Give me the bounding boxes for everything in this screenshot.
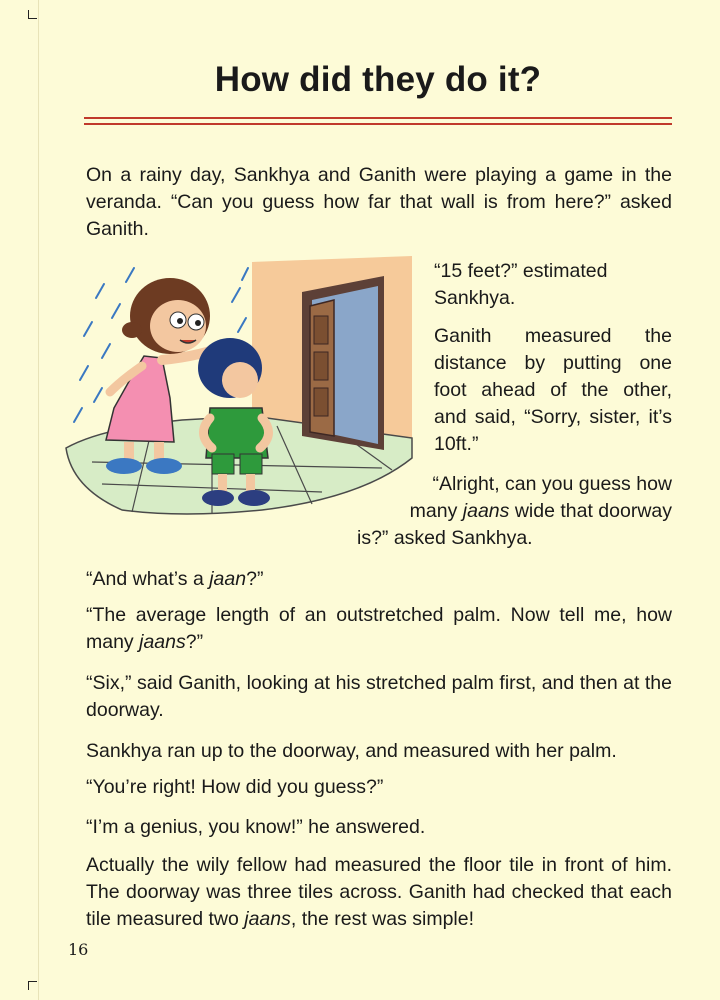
page-edge (38, 0, 39, 1000)
crop-mark-bottom (28, 981, 37, 990)
paragraph-wily-fellow: Actually the wily fellow had measured the floor tile in front of him. The doorway was three tiles across. Ganith had checked that each tile measured two jaans, the rest was simple! (86, 854, 672, 930)
paragraph-average-length: “The average length of an outstretched palm. Now tell me, how many jaans?” (86, 604, 672, 653)
jaan-term: jaan (209, 568, 247, 590)
paragraph-what-is-jaan: “And what’s a jaan?” (86, 568, 264, 590)
page-number: 16 (68, 940, 89, 959)
paragraph-ran-to-doorway: Sankhya ran up to the doorway, and measured with her palm. (86, 740, 617, 762)
doorway-question-line-2: many jaans wide that doorway (409, 500, 672, 522)
paragraph-youre-right: “You’re right! How did you guess?” (86, 776, 384, 798)
jaans-term: jaans (462, 500, 510, 522)
paragraph-rainy-day: On a rainy day, Sankhya and Ganith were playing a game in the veranda. “Can you guess how far that wall is from here?” asked Ganith. (86, 164, 672, 240)
crop-mark-top (28, 10, 37, 19)
paragraph-measured-distance: Ganith measured the distance by putting one foot ahead of the other, and said, “Sorry, sister, it’s 10ft.” (434, 325, 672, 455)
page-title: How did they do it? (214, 60, 542, 99)
doorway-question-line-3: is?” asked Sankhya. (357, 527, 533, 549)
title-rule-top (84, 117, 672, 119)
doorway-question-line-1: “Alright, can you guess how (432, 473, 672, 495)
paragraph-genius: “I’m a genius, you know!” he answered. (86, 816, 426, 838)
title-rule-bottom (84, 123, 672, 125)
paragraph-six: “Six,” said Ganith, looking at his stretched palm first, and then at the doorway. (86, 672, 672, 721)
jaans-term: jaans (139, 631, 186, 653)
children-illustration (62, 248, 422, 528)
jaans-term: jaans (244, 908, 291, 930)
paragraph-estimate: “15 feet?” estimated Sankhya. (434, 260, 608, 309)
